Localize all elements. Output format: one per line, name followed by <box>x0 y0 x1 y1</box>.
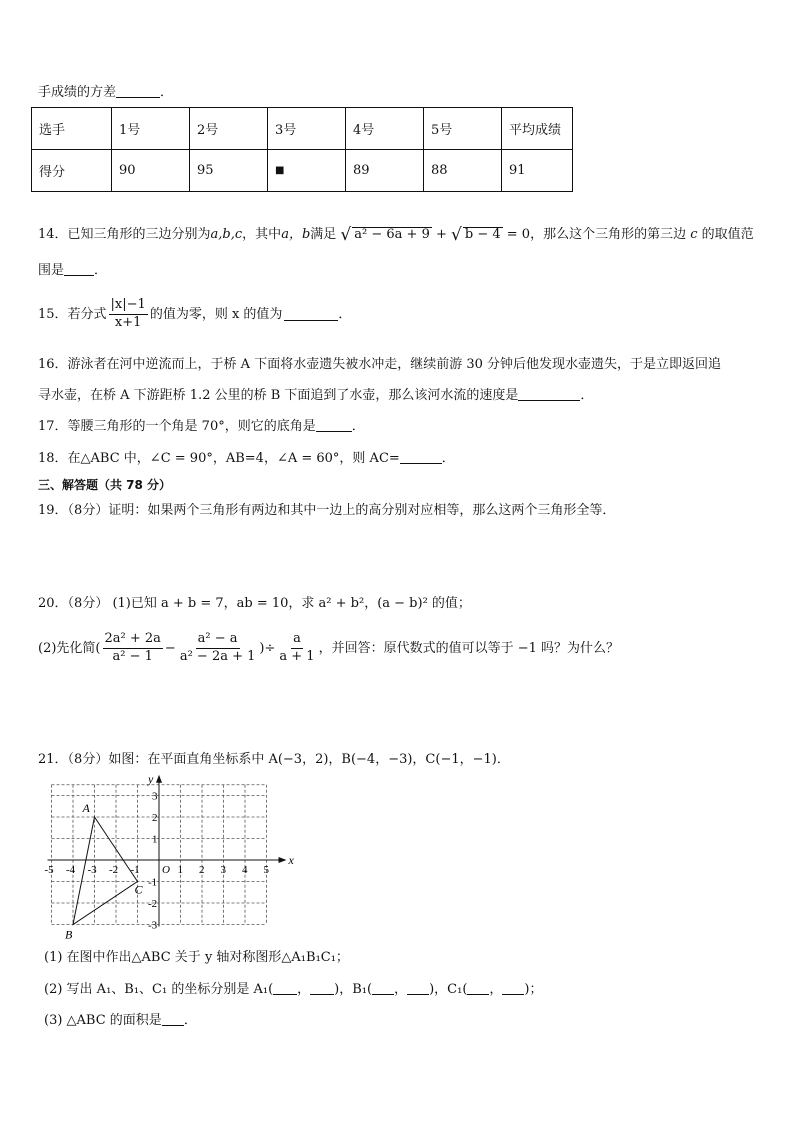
q16-answer-blank[interactable] <box>518 388 580 401</box>
header-cell-5: 5号 <box>424 108 502 150</box>
q15-denominator: x+1 <box>114 314 142 330</box>
q20-fraction-3 <box>277 632 316 665</box>
q17 <box>38 419 365 435</box>
q21-sub2-text-a: (2) 写出 A₁、B₁、C₁ 的坐标分别是 A₁( <box>44 982 274 997</box>
score-cell-average: 91 <box>502 150 573 192</box>
q14-text-3: 满足 <box>310 227 337 242</box>
y-axis-arrow-icon <box>156 775 162 783</box>
q14-var-c: c <box>690 227 698 242</box>
q14-answer-blank[interactable] <box>64 263 94 276</box>
x-tick-label: 1 <box>177 864 183 876</box>
q15-text-1: 15．若分式 <box>38 306 107 322</box>
q21-sub3-end: ． <box>183 1013 197 1028</box>
blank-c1-y[interactable] <box>502 982 524 995</box>
q21-area-blank[interactable] <box>162 1013 184 1026</box>
q14-radicand-2: b − 4 <box>464 227 501 242</box>
q20-f1-numerator: 2a² + 2a <box>103 632 163 649</box>
y-tick-label: -2 <box>148 898 158 910</box>
q21-sub1: (1) 在图中作出△ABC 关于 y 轴对称图形△A₁B₁C₁； <box>44 950 349 965</box>
q21-sub3 <box>44 1013 197 1029</box>
q14-var-abc: a,b,c <box>210 227 243 242</box>
q14-text-2: ，其中 <box>242 227 282 242</box>
q16-line1: 16．游泳者在河中逆流而上，于桥 A 下面将水壶遗失被水冲走，继续前游 30 分钟后他发现水壶遗失，于是立即返回追 <box>38 357 722 372</box>
q20-f2-denominator: a² − 2a + 1 <box>179 648 256 664</box>
q15-fraction <box>109 298 148 331</box>
q21-sub2-text-c: )，B₁( <box>334 982 373 997</box>
score-table-header-row <box>32 108 573 150</box>
q21-sub2-text-e: )； <box>524 982 543 997</box>
q14-text-6: 围是 <box>38 263 65 278</box>
header-cell-1: 1号 <box>112 108 190 150</box>
q13-tail-text: 手成绩的方差 <box>38 85 117 100</box>
q21-sub3-text: (3) △ABC 的面积是 <box>44 1013 162 1028</box>
blank-a1-x[interactable] <box>273 982 297 995</box>
blank-c1-x[interactable] <box>467 982 489 995</box>
q21-sep-3: ， <box>489 982 503 997</box>
q14-text-1: 14．已知三角形的三边分别为 <box>38 227 211 242</box>
score-table <box>31 107 573 192</box>
q18-answer-blank[interactable] <box>400 451 442 464</box>
y-tick-label: -1 <box>148 876 158 889</box>
q15 <box>38 298 351 331</box>
q13-tail-end: ． <box>160 85 174 100</box>
y-tick-label: 3 <box>152 790 158 803</box>
q14-line2 <box>38 263 107 279</box>
q20-f2-numerator: a² − a <box>196 632 240 649</box>
q15-answer-blank[interactable] <box>284 308 338 321</box>
q15-numerator: |x|−1 <box>109 298 148 315</box>
x-axis-arrow-icon <box>279 857 287 863</box>
q20-text-end: ，并回答：原代数式的值可以等于 −1 吗？为什么？ <box>318 640 619 656</box>
score-cell-2: 95 <box>190 150 268 192</box>
x-axis-label: x <box>288 853 294 867</box>
q14-end: ． <box>94 263 108 278</box>
q14-text-4: ，那么这个三角形的第三边 <box>530 227 687 242</box>
coordinate-grid <box>34 772 294 942</box>
q13-answer-blank[interactable] <box>116 85 160 98</box>
score-cell-3: ■ <box>268 150 346 192</box>
triangle-abc <box>73 817 138 925</box>
blank-a1-y[interactable] <box>310 982 334 995</box>
score-cell-1: 90 <box>112 150 190 192</box>
q17-text: 17．等腰三角形的一个角是 70°，则它的底角是 <box>38 419 316 434</box>
q14-radicand-1: a² − 6a + 9 <box>354 227 430 242</box>
y-tick-label: -3 <box>148 919 158 932</box>
q16-text: 寻水壶，在桥 A 下游距桥 1.2 公里的桥 B 下面追到了水壶，那么该河水流的速度是 <box>38 388 519 403</box>
q18-text: 18．在△ABC 中，∠C = 90°，AB=4，∠A = 60°，则 AC= <box>38 451 400 466</box>
header-cell-4: 4号 <box>346 108 424 150</box>
x-tick-label: -3 <box>87 864 97 876</box>
q16-end: ． <box>580 388 594 403</box>
q20-f3-numerator: a <box>291 632 303 649</box>
y-axis-label: y <box>148 772 154 786</box>
header-cell-2: 2号 <box>190 108 268 150</box>
x-tick-label: 5 <box>263 864 269 876</box>
x-tick-label: -2 <box>109 864 119 876</box>
q20-fraction-1 <box>103 632 163 665</box>
x-tick-label: 2 <box>199 864 205 876</box>
q13-tail <box>38 85 173 101</box>
q20-f3-denominator: a + 1 <box>279 648 315 664</box>
q20-minus: − <box>164 640 176 656</box>
x-tick-label: -4 <box>66 864 76 876</box>
blank-b1-x[interactable] <box>372 982 394 995</box>
x-tick-label: 4 <box>242 864 248 876</box>
point-label-a: A <box>82 801 90 815</box>
q19: 19．（8分）证明：如果两个三角形有两边和其中一边上的高分别对应相等，那么这两个三角形全等． <box>38 503 616 518</box>
score-table-row <box>32 150 573 192</box>
q14-line1 <box>38 225 754 245</box>
score-cell-5: 88 <box>424 150 502 192</box>
header-cell-average: 平均成绩 <box>502 108 573 150</box>
score-cell-4: 89 <box>346 150 424 192</box>
q21-sub2 <box>44 982 543 998</box>
row-label-score: 得分 <box>32 150 112 192</box>
point-label-c: C <box>134 882 143 897</box>
q15-end: ． <box>338 306 352 322</box>
q16-line2 <box>38 388 593 404</box>
q20-f1-denominator: a² − 1 <box>112 648 153 664</box>
x-tick-label: -1 <box>130 864 140 876</box>
section-heading: 三、解答题（共 78 分） <box>38 478 172 492</box>
x-tick-label: 3 <box>220 864 226 876</box>
y-tick-label: 1 <box>152 833 158 846</box>
q14-plus: + <box>435 227 447 242</box>
q20-fraction-2 <box>178 632 258 665</box>
q14-text-5: 的取值范 <box>701 227 754 242</box>
q17-answer-blank[interactable] <box>316 419 352 432</box>
q18-end: ． <box>441 451 455 466</box>
y-tick-label: 2 <box>152 812 158 824</box>
q14-equals: = 0 <box>506 227 531 242</box>
header-cell-player: 选手 <box>32 108 112 150</box>
blank-b1-y[interactable] <box>407 982 429 995</box>
q17-end: ． <box>351 419 365 434</box>
q15-text-2: 的值为零，则 x 的值为 <box>149 306 283 322</box>
origin-label: O <box>162 864 170 876</box>
q21-intro: 21．（8分）如图：在平面直角坐标系中 A(−3，2)，B(−4，−3)，C(−1，−1)． <box>38 752 510 767</box>
q20-part2 <box>38 632 619 665</box>
q18 <box>38 451 455 467</box>
q21-sub2-text-d: )，C₁( <box>429 982 468 997</box>
q14-var-ab: a，b <box>281 227 311 242</box>
sqrt-symbol-1: √ <box>340 225 352 245</box>
q21-sep-1: ， <box>297 982 311 997</box>
q20-text-start: (2)先化简( <box>38 640 101 656</box>
q21-sep-2: ， <box>394 982 408 997</box>
point-label-b: B <box>65 927 73 942</box>
x-tick-label: -5 <box>44 864 54 876</box>
q20-divide: )÷ <box>259 640 276 656</box>
header-cell-3: 3号 <box>268 108 346 150</box>
q20-part1: 20．（8分） (1)已知 a + b = 7，ab = 10，求 a² + b²，(a − b)² 的值； <box>38 596 471 611</box>
sqrt-symbol-2: √ <box>451 225 462 245</box>
